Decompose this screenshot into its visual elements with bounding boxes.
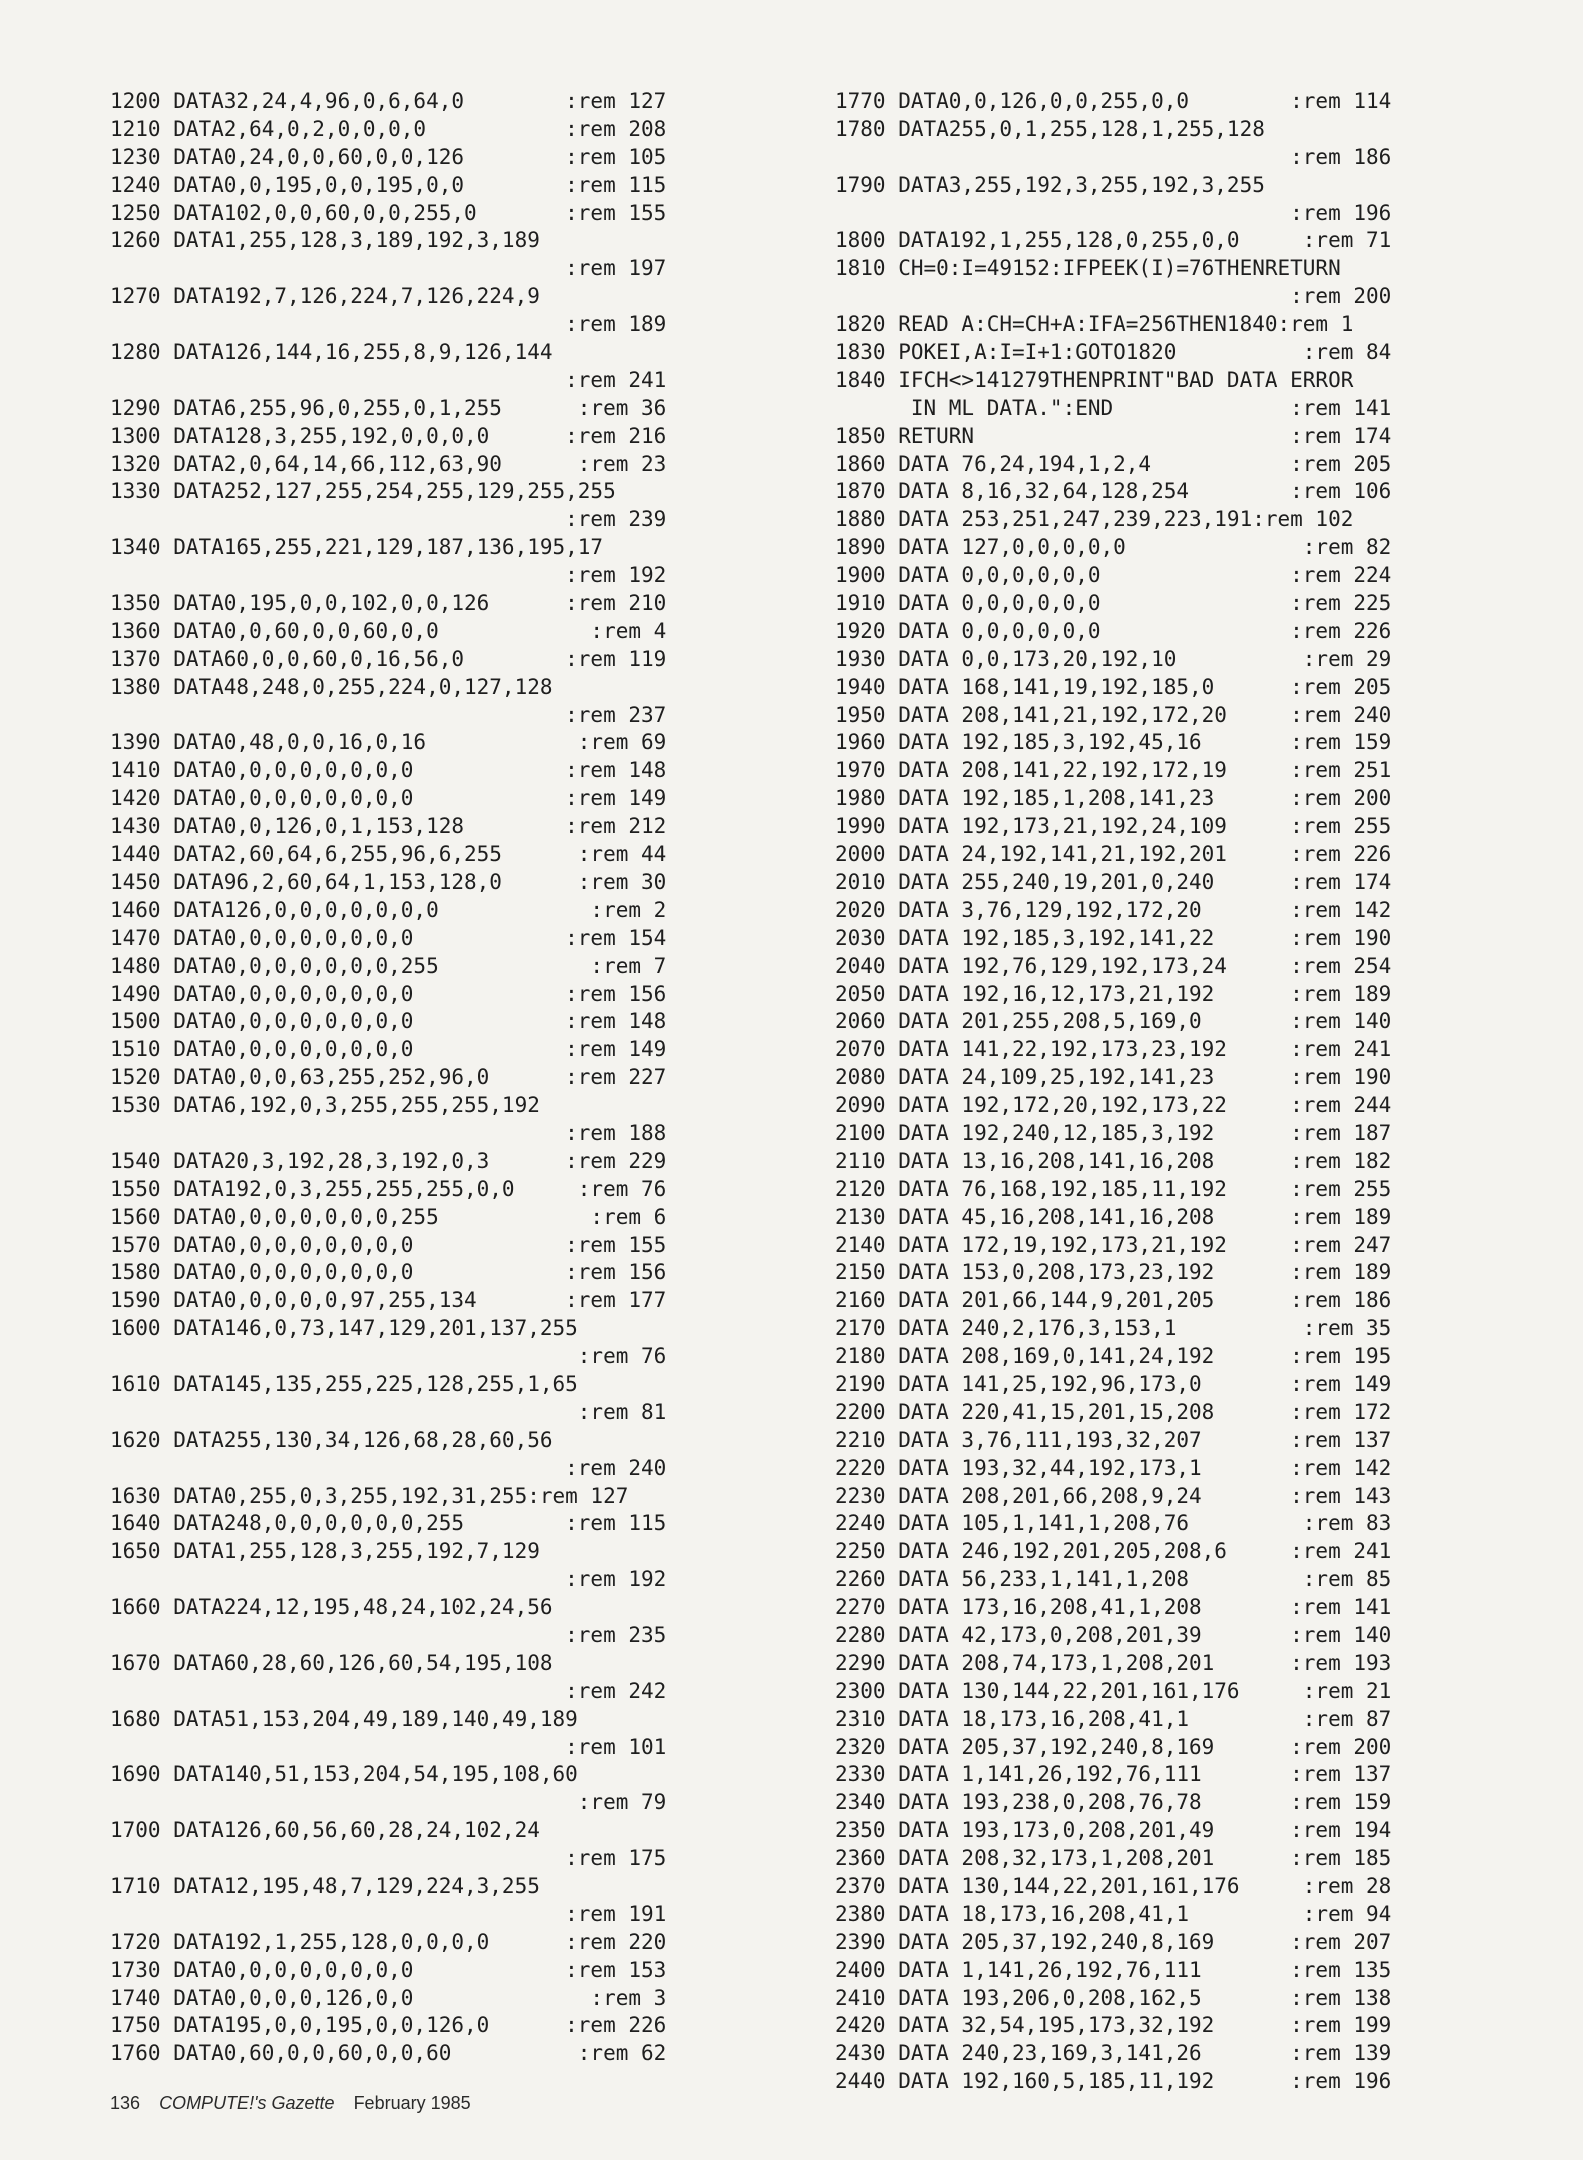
- code-line: 1530 DATA6,192,0,3,255,255,255,192: [110, 1093, 540, 1118]
- code-line: :rem 81: [110, 1399, 667, 1424]
- publication-name: COMPUTE!'s Gazette: [159, 2093, 335, 2113]
- code-line: 1360 DATA0,0,60,0,0,60,0,0 :rem 4: [110, 618, 667, 643]
- code-line: 1960 DATA 192,185,3,192,45,16 :rem 159: [835, 730, 1392, 755]
- code-line: 2240 DATA 105,1,141,1,208,76 :rem 83: [835, 1511, 1392, 1536]
- code-line: 2170 DATA 240,2,176,3,153,1 :rem 35: [835, 1316, 1392, 1341]
- code-line: 2130 DATA 45,16,208,141,16,208 :rem 189: [835, 1204, 1392, 1229]
- code-line: 1350 DATA0,195,0,0,102,0,0,126 :rem 210: [110, 591, 667, 616]
- code-line: 1490 DATA0,0,0,0,0,0,0,0 :rem 156: [110, 981, 667, 1006]
- code-line: 2210 DATA 3,76,111,193,32,207 :rem 137: [835, 1427, 1392, 1452]
- code-line: 1830 POKEI,A:I=I+1:GOTO1820 :rem 84: [835, 340, 1392, 365]
- code-line: 2120 DATA 76,168,192,185,11,192 :rem 255: [835, 1176, 1392, 1201]
- code-line: 2190 DATA 141,25,192,96,173,0 :rem 149: [835, 1371, 1392, 1396]
- code-line: 2350 DATA 193,173,0,208,201,49 :rem 194: [835, 1818, 1392, 1843]
- code-line: 1500 DATA0,0,0,0,0,0,0,0 :rem 148: [110, 1009, 667, 1034]
- code-line: 1810 CH=0:I=49152:IFPEEK(I)=76THENRETURN: [835, 256, 1341, 281]
- code-line: 1820 READ A:CH=CH+A:IFA=256THEN1840:rem 1: [835, 312, 1354, 337]
- code-line: 1510 DATA0,0,0,0,0,0,0,0 :rem 149: [110, 1037, 667, 1062]
- code-line: 1620 DATA255,130,34,126,68,28,60,56: [110, 1427, 553, 1452]
- code-line: 1890 DATA 127,0,0,0,0,0 :rem 82: [835, 535, 1392, 560]
- code-line: 1760 DATA0,60,0,0,60,0,0,60 :rem 62: [110, 2041, 667, 2066]
- code-line: 1580 DATA0,0,0,0,0,0,0,0 :rem 156: [110, 1260, 667, 1285]
- code-line: 1420 DATA0,0,0,0,0,0,0,0 :rem 149: [110, 786, 667, 811]
- code-line: 2360 DATA 208,32,173,1,208,201 :rem 185: [835, 1846, 1392, 1871]
- code-line: 1430 DATA0,0,126,0,1,153,128 :rem 212: [110, 814, 667, 839]
- listing-left-column: [110, 88, 800, 2068]
- page-number: 136: [110, 2093, 141, 2113]
- code-line: 1570 DATA0,0,0,0,0,0,0,0 :rem 155: [110, 1232, 667, 1257]
- code-line: 1670 DATA60,28,60,126,60,54,195,108: [110, 1650, 553, 1675]
- issue-date: February 1985: [353, 2093, 471, 2113]
- code-line: 2380 DATA 18,173,16,208,41,1 :rem 94: [835, 1901, 1392, 1926]
- code-line: 2370 DATA 130,144,22,201,161,176 :rem 28: [835, 1874, 1392, 1898]
- code-line: 1340 DATA165,255,221,129,187,136,195,17: [110, 535, 604, 560]
- code-line: 1470 DATA0,0,0,0,0,0,0,0 :rem 154: [110, 925, 667, 950]
- code-line: 2070 DATA 141,22,192,173,23,192 :rem 241: [835, 1037, 1392, 1062]
- code-line: 1940 DATA 168,141,19,192,185,0 :rem 205: [835, 674, 1392, 699]
- code-line: 1540 DATA20,3,192,28,3,192,0,3 :rem 229: [110, 1148, 667, 1173]
- code-line: :rem 101: [110, 1734, 667, 1759]
- code-line: 1600 DATA146,0,73,147,129,201,137,255: [110, 1316, 578, 1341]
- code-line: 2390 DATA 205,37,192,240,8,169 :rem 207: [835, 1929, 1392, 1954]
- code-line: 2100 DATA 192,240,12,185,3,192 :rem 187: [835, 1120, 1392, 1145]
- code-line: 2290 DATA 208,74,173,1,208,201 :rem 193: [835, 1650, 1392, 1675]
- code-line: IN ML DATA.":END :rem 141: [835, 395, 1392, 420]
- code-line: 1930 DATA 0,0,173,20,192,10 :rem 29: [835, 646, 1392, 671]
- code-line: :rem 189: [110, 312, 667, 337]
- code-line: 1480 DATA0,0,0,0,0,0,0,255 :rem 7: [110, 953, 667, 978]
- code-line: 1300 DATA128,3,255,192,0,0,0,0 :rem 216: [110, 423, 667, 448]
- code-line: 2260 DATA 56,233,1,141,1,208 :rem 85: [835, 1567, 1392, 1592]
- code-line: 2150 DATA 153,0,208,173,23,192 :rem 189: [835, 1260, 1392, 1285]
- code-line: 1710 DATA12,195,48,7,129,224,3,255: [110, 1874, 540, 1898]
- code-line: 2060 DATA 201,255,208,5,169,0 :rem 140: [835, 1009, 1392, 1034]
- code-line: 1560 DATA0,0,0,0,0,0,0,255 :rem 6: [110, 1204, 667, 1229]
- code-line: 1290 DATA6,255,96,0,255,0,1,255 :rem 36: [110, 395, 667, 420]
- code-line: 1240 DATA0,0,195,0,0,195,0,0 :rem 115: [110, 172, 667, 197]
- code-line: 2160 DATA 201,66,144,9,201,205 :rem 186: [835, 1288, 1392, 1313]
- code-line: 2400 DATA 1,141,26,192,76,111 :rem 135: [835, 1957, 1392, 1982]
- code-line: :rem 197: [110, 256, 667, 281]
- code-line: 1730 DATA0,0,0,0,0,0,0,0 :rem 153: [110, 1957, 667, 1982]
- code-line: 1770 DATA0,0,126,0,0,255,0,0 :rem 114: [835, 89, 1392, 113]
- code-line: 2430 DATA 240,23,169,3,141,26 :rem 139: [835, 2041, 1392, 2066]
- code-line: :rem 192: [110, 1567, 667, 1592]
- code-line: 1990 DATA 192,173,21,192,24,109 :rem 255: [835, 814, 1392, 839]
- code-line: 1640 DATA248,0,0,0,0,0,0,255 :rem 115: [110, 1511, 667, 1536]
- code-line: 1980 DATA 192,185,1,208,141,23 :rem 200: [835, 786, 1392, 811]
- code-line: 2030 DATA 192,185,3,192,141,22 :rem 190: [835, 925, 1392, 950]
- code-line: :rem 241: [110, 367, 667, 392]
- code-line: 1690 DATA140,51,153,204,54,195,108,60: [110, 1762, 578, 1787]
- code-line: 1260 DATA1,255,128,3,189,192,3,189: [110, 228, 540, 253]
- code-line: 2330 DATA 1,141,26,192,76,111 :rem 137: [835, 1762, 1392, 1787]
- code-line: 1950 DATA 208,141,21,192,172,20 :rem 240: [835, 702, 1392, 727]
- code-line: 1210 DATA2,64,0,2,0,0,0,0 :rem 208: [110, 116, 667, 141]
- code-line: 1750 DATA195,0,0,195,0,0,126,0 :rem 226: [110, 2013, 667, 2038]
- code-line: 1920 DATA 0,0,0,0,0,0 :rem 226: [835, 618, 1392, 643]
- code-line: 2410 DATA 193,206,0,208,162,5 :rem 138: [835, 1985, 1392, 2010]
- code-line: 1650 DATA1,255,128,3,255,192,7,129: [110, 1539, 540, 1564]
- code-line: 1900 DATA 0,0,0,0,0,0 :rem 224: [835, 563, 1392, 588]
- code-line: 2420 DATA 32,54,195,173,32,192 :rem 199: [835, 2013, 1392, 2038]
- code-line: :rem 235: [110, 1622, 667, 1647]
- code-line: 1520 DATA0,0,0,63,255,252,96,0 :rem 227: [110, 1065, 667, 1090]
- code-line: 2010 DATA 255,240,19,201,0,240 :rem 174: [835, 869, 1392, 894]
- code-line: 1200 DATA32,24,4,96,0,6,64,0 :rem 127: [110, 89, 667, 113]
- code-line: 2020 DATA 3,76,129,192,172,20 :rem 142: [835, 897, 1392, 922]
- code-line: :rem 240: [110, 1455, 667, 1480]
- code-line: 1250 DATA102,0,0,60,0,0,255,0 :rem 155: [110, 200, 667, 225]
- code-line: :rem 175: [110, 1846, 667, 1871]
- code-line: 2440 DATA 192,160,5,185,11,192 :rem 196: [835, 2069, 1392, 2094]
- code-line: 2270 DATA 173,16,208,41,1,208 :rem 141: [835, 1595, 1392, 1620]
- code-line: 2090 DATA 192,172,20,192,173,22 :rem 244: [835, 1093, 1392, 1118]
- code-line: 1320 DATA2,0,64,14,66,112,63,90 :rem 23: [110, 451, 667, 476]
- code-line: 1380 DATA48,248,0,255,224,0,127,128: [110, 674, 553, 699]
- listing-right-column: [835, 88, 1525, 2096]
- code-line: :rem 237: [110, 702, 667, 727]
- code-line: 1270 DATA192,7,126,224,7,126,224,9: [110, 284, 540, 309]
- code-line: :rem 192: [110, 563, 667, 588]
- code-line: 2310 DATA 18,173,16,208,41,1 :rem 87: [835, 1706, 1392, 1731]
- code-line: 1870 DATA 8,16,32,64,128,254 :rem 106: [835, 479, 1392, 504]
- code-line: 1550 DATA192,0,3,255,255,255,0,0 :rem 76: [110, 1176, 667, 1201]
- code-line: 1390 DATA0,48,0,0,16,0,16 :rem 69: [110, 730, 667, 755]
- code-line: 1440 DATA2,60,64,6,255,96,6,255 :rem 44: [110, 842, 667, 867]
- code-line: :rem 76: [110, 1344, 667, 1369]
- code-line: 1230 DATA0,24,0,0,60,0,0,126 :rem 105: [110, 144, 667, 169]
- code-line: 2050 DATA 192,16,12,173,21,192 :rem 189: [835, 981, 1392, 1006]
- code-line: 2230 DATA 208,201,66,208,9,24 :rem 143: [835, 1483, 1392, 1508]
- code-line: 1720 DATA192,1,255,128,0,0,0,0 :rem 220: [110, 1929, 667, 1954]
- code-line: 2180 DATA 208,169,0,141,24,192 :rem 195: [835, 1344, 1392, 1369]
- code-line: :rem 188: [110, 1120, 667, 1145]
- code-line: 1840 IFCH<>141279THENPRINT"BAD DATA ERROR: [835, 367, 1354, 392]
- code-line: 2220 DATA 193,32,44,192,173,1 :rem 142: [835, 1455, 1392, 1480]
- code-line: 2140 DATA 172,19,192,173,21,192 :rem 247: [835, 1232, 1392, 1257]
- code-line: 1910 DATA 0,0,0,0,0,0 :rem 225: [835, 591, 1392, 616]
- code-line: 1700 DATA126,60,56,60,28,24,102,24: [110, 1818, 540, 1843]
- code-line: 1780 DATA255,0,1,255,128,1,255,128: [835, 116, 1265, 141]
- code-line: 1630 DATA0,255,0,3,255,192,31,255:rem 127: [110, 1483, 629, 1508]
- code-line: 1790 DATA3,255,192,3,255,192,3,255: [835, 172, 1265, 197]
- code-line: :rem 239: [110, 507, 667, 532]
- code-line: 1610 DATA145,135,255,225,128,255,1,65: [110, 1371, 578, 1396]
- code-line: :rem 242: [110, 1678, 667, 1703]
- code-line: 2110 DATA 13,16,208,141,16,208 :rem 182: [835, 1148, 1392, 1173]
- code-line: 1970 DATA 208,141,22,192,172,19 :rem 251: [835, 758, 1392, 783]
- code-line: 1590 DATA0,0,0,0,0,97,255,134 :rem 177: [110, 1288, 667, 1313]
- code-line: 2340 DATA 193,238,0,208,76,78 :rem 159: [835, 1790, 1392, 1815]
- code-line: 1280 DATA126,144,16,255,8,9,126,144: [110, 340, 553, 365]
- code-line: 1880 DATA 253,251,247,239,223,191:rem 102: [835, 507, 1354, 532]
- code-line: 2040 DATA 192,76,129,192,173,24 :rem 254: [835, 953, 1392, 978]
- code-line: :rem 196: [835, 200, 1392, 225]
- code-line: :rem 79: [110, 1790, 667, 1815]
- code-line: 1370 DATA60,0,0,60,0,16,56,0 :rem 119: [110, 646, 667, 671]
- code-line: 1410 DATA0,0,0,0,0,0,0,0 :rem 148: [110, 758, 667, 783]
- code-line: :rem 200: [835, 284, 1392, 309]
- code-line: 2080 DATA 24,109,25,192,141,23 :rem 190: [835, 1065, 1392, 1090]
- code-line: :rem 191: [110, 1901, 667, 1926]
- code-line: 2300 DATA 130,144,22,201,161,176 :rem 21: [835, 1678, 1392, 1703]
- code-line: 1680 DATA51,153,204,49,189,140,49,189: [110, 1706, 578, 1731]
- code-line: 1740 DATA0,0,0,0,126,0,0 :rem 3: [110, 1985, 667, 2010]
- code-line: 2000 DATA 24,192,141,21,192,201 :rem 226: [835, 842, 1392, 867]
- code-line: 1800 DATA192,1,255,128,0,255,0,0 :rem 71: [835, 228, 1392, 253]
- code-line: 1850 RETURN :rem 174: [835, 423, 1392, 448]
- code-line: :rem 186: [835, 144, 1392, 169]
- code-line: 2280 DATA 42,173,0,208,201,39 :rem 140: [835, 1622, 1392, 1647]
- code-line: 1860 DATA 76,24,194,1,2,4 :rem 205: [835, 451, 1392, 476]
- code-line: 2320 DATA 205,37,192,240,8,169 :rem 200: [835, 1734, 1392, 1759]
- code-line: 2250 DATA 246,192,201,205,208,6 :rem 241: [835, 1539, 1392, 1564]
- code-line: 1330 DATA252,127,255,254,255,129,255,255: [110, 479, 616, 504]
- page-footer: [110, 2093, 471, 2114]
- code-line: 1450 DATA96,2,60,64,1,153,128,0 :rem 30: [110, 869, 667, 894]
- code-line: 1660 DATA224,12,195,48,24,102,24,56: [110, 1595, 553, 1620]
- code-line: 2200 DATA 220,41,15,201,15,208 :rem 172: [835, 1399, 1392, 1424]
- code-line: 1460 DATA126,0,0,0,0,0,0,0 :rem 2: [110, 897, 667, 922]
